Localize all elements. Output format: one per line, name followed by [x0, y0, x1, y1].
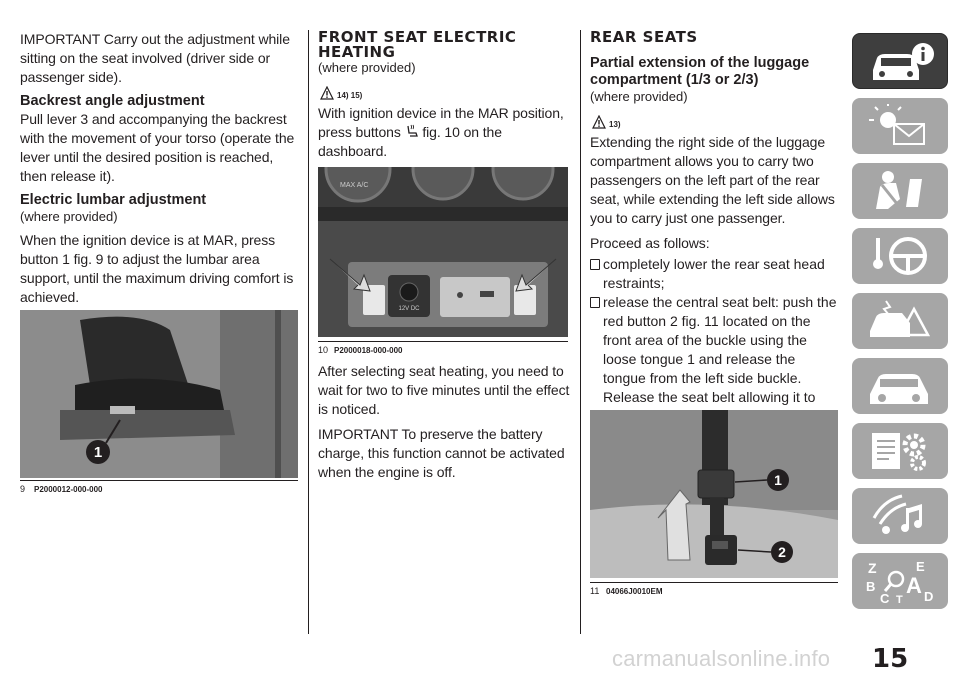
note-where-provided: (where provided) [318, 60, 416, 75]
checkbox-bullet-icon [590, 297, 600, 308]
paragraph-backrest: Pull lever 3 and accompanying the backrest with the movement of your torso (operate the lever until the desired position is reached, then release it). [20, 111, 295, 184]
checkbox-bullet-icon [590, 259, 600, 270]
seatbelt-buckle-illustration [590, 410, 838, 578]
figure-11-seatbelt-photo [590, 410, 838, 578]
car-info-icon [867, 40, 935, 84]
warning-reference [592, 111, 840, 129]
paragraph-extending: Extending the right side of the luggage compartment allows you to carry two passengers on the left part of the rear seat, while extending the left side allows you to carry just one passenger. [590, 134, 835, 226]
figure-code: P2000012-000-000 [34, 485, 103, 494]
figure-number: 9 [20, 484, 26, 494]
figure-9-caption [20, 480, 298, 494]
column-divider [308, 30, 309, 634]
figure-10-dashboard-photo [318, 167, 568, 337]
section-title-front-seat-heating: FRONT SEAT ELECTRIC HEATING [318, 28, 517, 61]
tab-warning-lights[interactable] [852, 98, 948, 154]
multimedia-icon [866, 494, 934, 538]
warning-triangle-icon [592, 115, 606, 129]
chapter-tabs [852, 33, 948, 618]
maintenance-gear-icon [866, 429, 934, 473]
svg-text:12V DC: 12V DC [398, 306, 420, 312]
safety-seat-icon [866, 169, 934, 213]
column-seat-heating-continued [318, 362, 570, 488]
seat-heating-icon [405, 124, 419, 138]
paragraph-wait-time: After selecting seat heating, you need to wait for two to five minutes until the effect is noticed. [318, 363, 570, 417]
heading-partial-extension: Partial extension of the luggage compartment (1/3 or 2/3) [590, 55, 810, 88]
svg-text:1: 1 [774, 472, 782, 488]
figure-11-caption [590, 582, 838, 596]
figure-code: 04066J0010EM [606, 587, 663, 596]
svg-text:T: T [896, 594, 903, 603]
svg-text:D: D [924, 589, 934, 603]
svg-text:1: 1 [93, 444, 103, 461]
page-number: 15 [872, 644, 909, 674]
note-where-provided: (where provided) [590, 89, 688, 104]
figure-10-caption [318, 341, 568, 355]
figure-9-seat-photo [20, 310, 298, 478]
figure-code: P2000018-000-000 [334, 346, 403, 355]
warning-lights-icon [866, 104, 934, 148]
list-item [590, 255, 840, 293]
svg-text:B: B [866, 579, 876, 594]
text-press-buttons: With ignition device in the MAR position, press buttons [318, 105, 564, 140]
paragraph-lumbar: When the ignition device is at MAR, press button 1 fig. 9 to adjust the lumbar area support, until the maximum driving comfort is achieved. [20, 232, 294, 305]
tab-safety[interactable] [852, 163, 948, 219]
svg-text:C: C [880, 591, 890, 603]
paragraph-important-battery: IMPORTANT To preserve the battery charge, this function cannot be activated when the engine is off. [318, 426, 565, 480]
paragraph-proceed: Proceed as follows: [590, 235, 710, 251]
list-item-text: release the central seat belt: push the red button 2 fig. 11 located on the front area of the buckle using the loose tongue 1 and release the tongue from the left side buckle. Release the seat belt allowing it to [603, 294, 837, 405]
key-steering-icon [866, 234, 934, 278]
note-where-provided: (where provided) [20, 209, 118, 224]
figure-number: 10 [318, 345, 329, 355]
svg-text:Z: Z [868, 560, 877, 576]
heading-lumbar: Electric lumbar adjustment [20, 192, 207, 208]
tab-knowing-your-car[interactable] [852, 33, 948, 89]
dashboard-buttons-illustration [318, 167, 568, 337]
index-letters-icon [866, 559, 934, 603]
column-seat-adjustment [20, 30, 300, 313]
tab-multimedia[interactable] [852, 488, 948, 544]
watermark: carmanualsonline.info [612, 646, 831, 671]
warning-ref-numbers: 13) [609, 120, 621, 129]
figure-number: 11 [590, 586, 600, 596]
text-fig-10-ref: fig. 10 on the dashboard. [318, 124, 502, 159]
tab-starting-driving[interactable] [852, 228, 948, 284]
svg-text:A: A [906, 573, 922, 598]
svg-text:MAX A/C: MAX A/C [340, 182, 369, 189]
tab-emergency[interactable] [852, 293, 948, 349]
column-rear-seats [590, 30, 840, 445]
svg-text:E: E [916, 559, 925, 574]
tab-technical-data[interactable] [852, 423, 948, 479]
paragraph-heating-buttons [318, 104, 570, 161]
warning-reference [320, 82, 570, 100]
list-item-text: completely lower the rear seat head restraints; [603, 256, 825, 291]
warning-triangle-icon [320, 86, 334, 100]
section-title-rear-seats: REAR SEATS [590, 28, 698, 46]
heading-backrest-angle: Backrest angle adjustment [20, 93, 205, 109]
breakdown-car-icon [866, 299, 934, 343]
column-divider [580, 30, 581, 634]
paragraph-important-adjustment: IMPORTANT Carry out the adjustment while sitting on the seat involved (driver side or passenger side). [20, 31, 290, 85]
column-seat-heating [318, 30, 570, 167]
tab-maintenance-car[interactable] [852, 358, 948, 414]
svg-text:2: 2 [778, 544, 786, 560]
tab-index[interactable] [852, 553, 948, 609]
car-side-icon [866, 364, 934, 408]
seat-side-illustration [20, 310, 298, 478]
warning-ref-numbers: 14) 15) [337, 91, 363, 100]
